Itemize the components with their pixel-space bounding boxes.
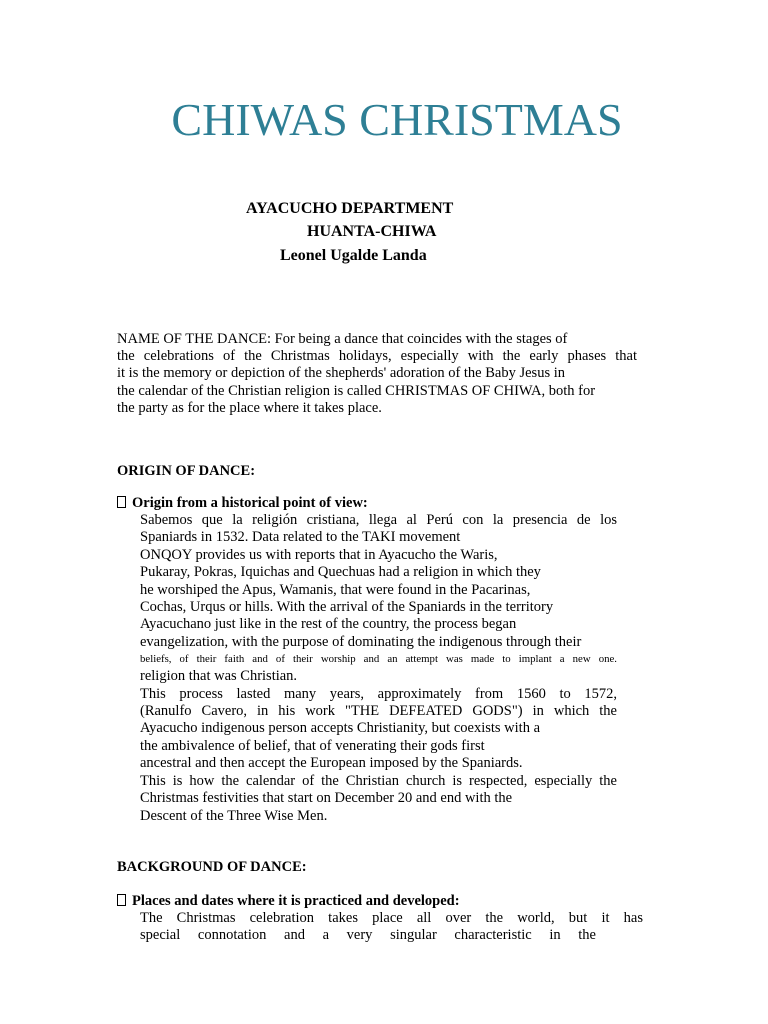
origin-heading: ORIGIN OF DANCE: [117,463,256,479]
origin-line: Ayacucho indigenous person accepts Christianity, but coexists with a [140,720,541,737]
origin-bullet-label: Origin from a historical point of view: [132,495,368,511]
background-line: The Christmas celebration takes place all over the world, but it has [140,910,643,926]
origin-body [140,512,617,825]
origin-line: Descent of the Three Wise Men. [140,807,328,824]
origin-line: the ambivalence of belief, that of venerating their gods first [140,737,485,754]
document-title: CHIWAS CHRISTMAS [171,94,623,145]
origin-line: Pukaray, Pokras, Iquichas and Quechuas had a religion in which they [140,564,541,581]
department-label: AYACUCHO DEPARTMENT [246,200,454,217]
place-label: HUANTA-CHIWA [307,223,437,240]
origin-line: beliefs, of their faith and of their worship and an attempt was made to implant a new one. [140,653,617,666]
background-heading: BACKGROUND OF DANCE: [117,859,307,875]
intro-line: it is the memory or depiction of the shepherds' adoration of the Baby Jesus in [117,365,565,382]
background-bullet [117,892,460,910]
origin-line: Spaniards in 1532. Data related to the TAKI movement [140,529,461,546]
bullet-box-icon [117,496,126,508]
origin-line: he worshiped the Apus, Wamanis, that were found in the Pacarinas, [140,581,531,598]
bullet-box-icon [117,894,126,906]
background-bullet-label: Places and dates where it is practiced and developed: [132,893,460,909]
background-body [140,910,643,945]
origin-line: Sabemos que la religión cristiana, llega al Perú con la presencia de los [140,512,617,528]
background-line: special connotation and a very singular characteristic in the [140,927,596,944]
intro-paragraph [117,331,637,417]
origin-line: This process lasted many years, approximately from 1560 to 1572, [140,685,617,702]
origin-line: Cochas, Urqus or hills. With the arrival of the Spaniards in the territory [140,599,554,616]
origin-line: evangelization, with the purpose of dominating the indigenous through their [140,633,582,650]
intro-line: the celebrations of the Christmas holidays, especially with the early phases that [117,348,637,365]
origin-line: Christmas festivities that start on December 20 and end with the [140,790,513,807]
intro-line: NAME OF THE DANCE: For being a dance that coincides with the stages of [117,331,568,347]
origin-line: religion that was Christian. [140,668,298,685]
origin-line: ancestral and then accept the European imposed by the Spaniards. [140,755,523,772]
intro-line: the calendar of the Christian religion is called CHRISTMAS OF CHIWA, both for [117,382,596,399]
origin-bullet [117,494,368,512]
intro-line: the party as for the place where it takes place. [117,399,382,416]
origin-line: ONQOY provides us with reports that in Ayacucho the Waris, [140,546,498,563]
author-name: Leonel Ugalde Landa [280,247,427,264]
origin-line: Ayacuchano just like in the rest of the country, the process began [140,616,517,633]
origin-line: This is how the calendar of the Christian church is respected, especially the [140,772,617,789]
origin-line: (Ranulfo Cavero, in his work "THE DEFEATED GODS") in which the [140,703,617,720]
